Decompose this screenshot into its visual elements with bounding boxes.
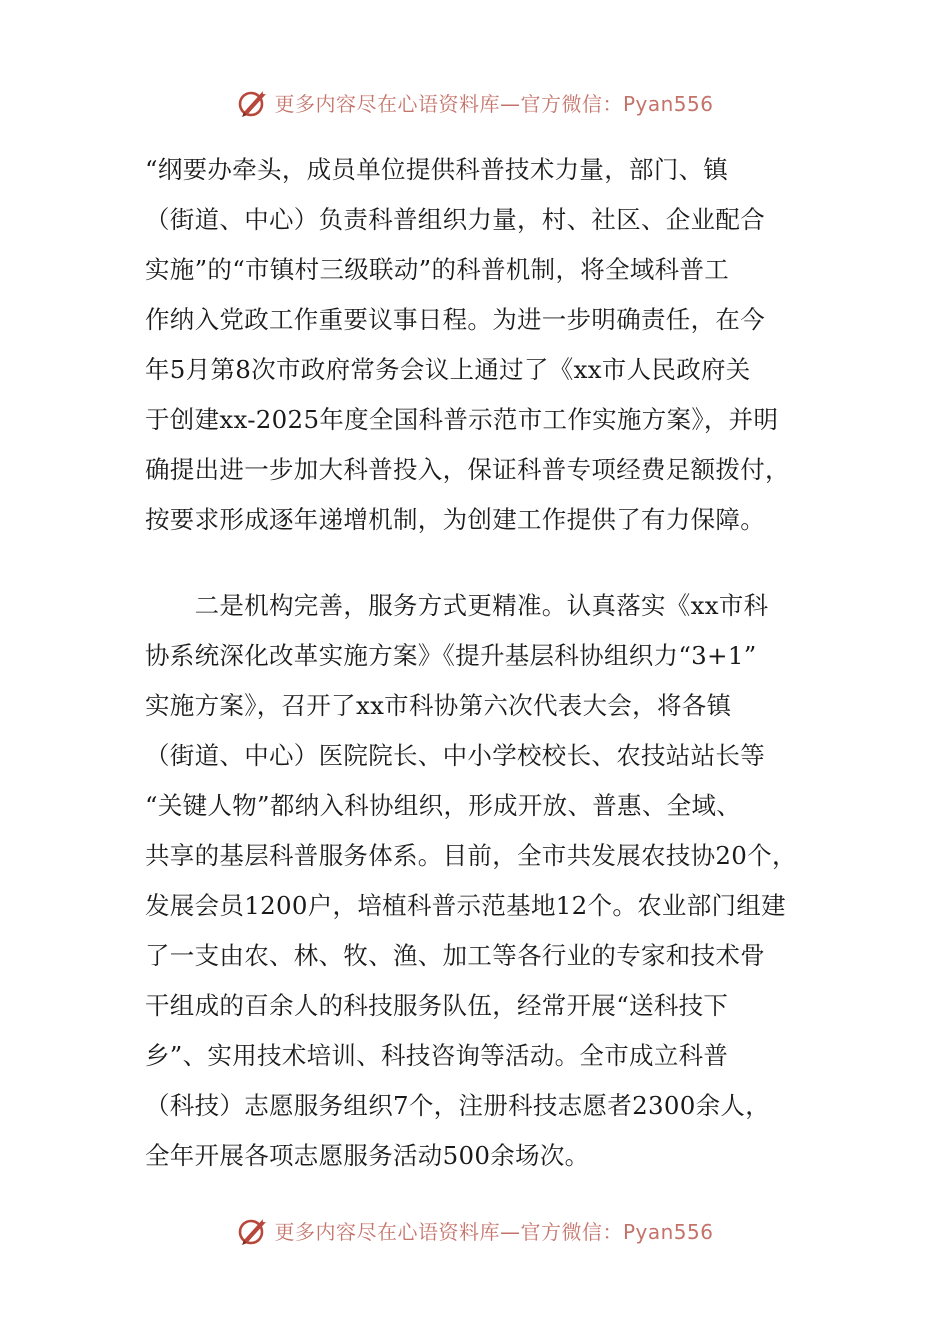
watermark-header [0,82,950,122]
text-line: 于创建xx-2025年度全国科普示范市工作实施方案》，并明 [145,405,779,434]
text-line: 作纳入党政工作重要议事日程。为进一步明确责任，在今 [145,305,765,334]
text-line: 全年开展各项志愿服务活动500余场次。 [145,1141,590,1170]
text-line: 了一支由农、林、牧、渔、加工等各行业的专家和技术骨 [145,941,765,970]
text-line: 乡”、实用技术培训、科技咨询等活动。全市成立科普 [145,1041,729,1070]
text-line: “纲要办牵头，成员单位提供科普技术力量，部门、镇 [145,155,729,184]
document-body [145,145,810,1181]
pen-circle-icon [236,1213,270,1247]
paragraph-gap [145,545,810,581]
text-line: 实施方案》，召开了xx市科协第六次代表大会，将各镇 [145,691,732,720]
text-line: 发展会员1200户，培植科普示范基地12个。农业部门组建 [145,891,786,920]
watermark-text: 更多内容尽在心语资料库—官方微信：Pyan556 [274,91,714,116]
text-line: 干组成的百余人的科技服务队伍，经常开展“送科技下 [145,991,729,1020]
text-line: 实施”的“市镇村三级联动”的科普机制，将全域科普工 [145,255,730,284]
text-line: 年5月第8次市政府常务会议上通过了《xx市人民政府关 [145,355,751,384]
text-line: “关键人物”都纳入科协组织，形成开放、普惠、全域、 [145,791,742,820]
text-line: 二是机构完善，服务方式更精准。认真落实《xx市科 [145,591,769,620]
text-line: 按要求形成逐年递增机制，为创建工作提供了有力保障。 [145,505,765,534]
text-line: 协系统深化改革实施方案》《提升基层科协组织力“3+1” [145,641,757,670]
pen-circle-icon [236,85,270,119]
paragraph-2 [145,581,810,1181]
text-line: （街道、中心）负责科普组织力量，村、社区、企业配合 [145,205,765,234]
watermark-footer [0,1210,950,1250]
paragraph-1 [145,145,810,545]
text-line: （科技）志愿服务组织7个，注册科技志愿者2300余人， [145,1091,771,1120]
text-line: （街道、中心）医院院长、中小学校校长、农技站站长等 [145,741,765,770]
watermark-text: 更多内容尽在心语资料库—官方微信：Pyan556 [274,1219,714,1244]
text-line: 确提出进一步加大科普投入，保证科普专项经费足额拨付， [145,455,790,484]
text-line: 共享的基层科普服务体系。目前，全市共发展农技协20个， [145,841,797,870]
